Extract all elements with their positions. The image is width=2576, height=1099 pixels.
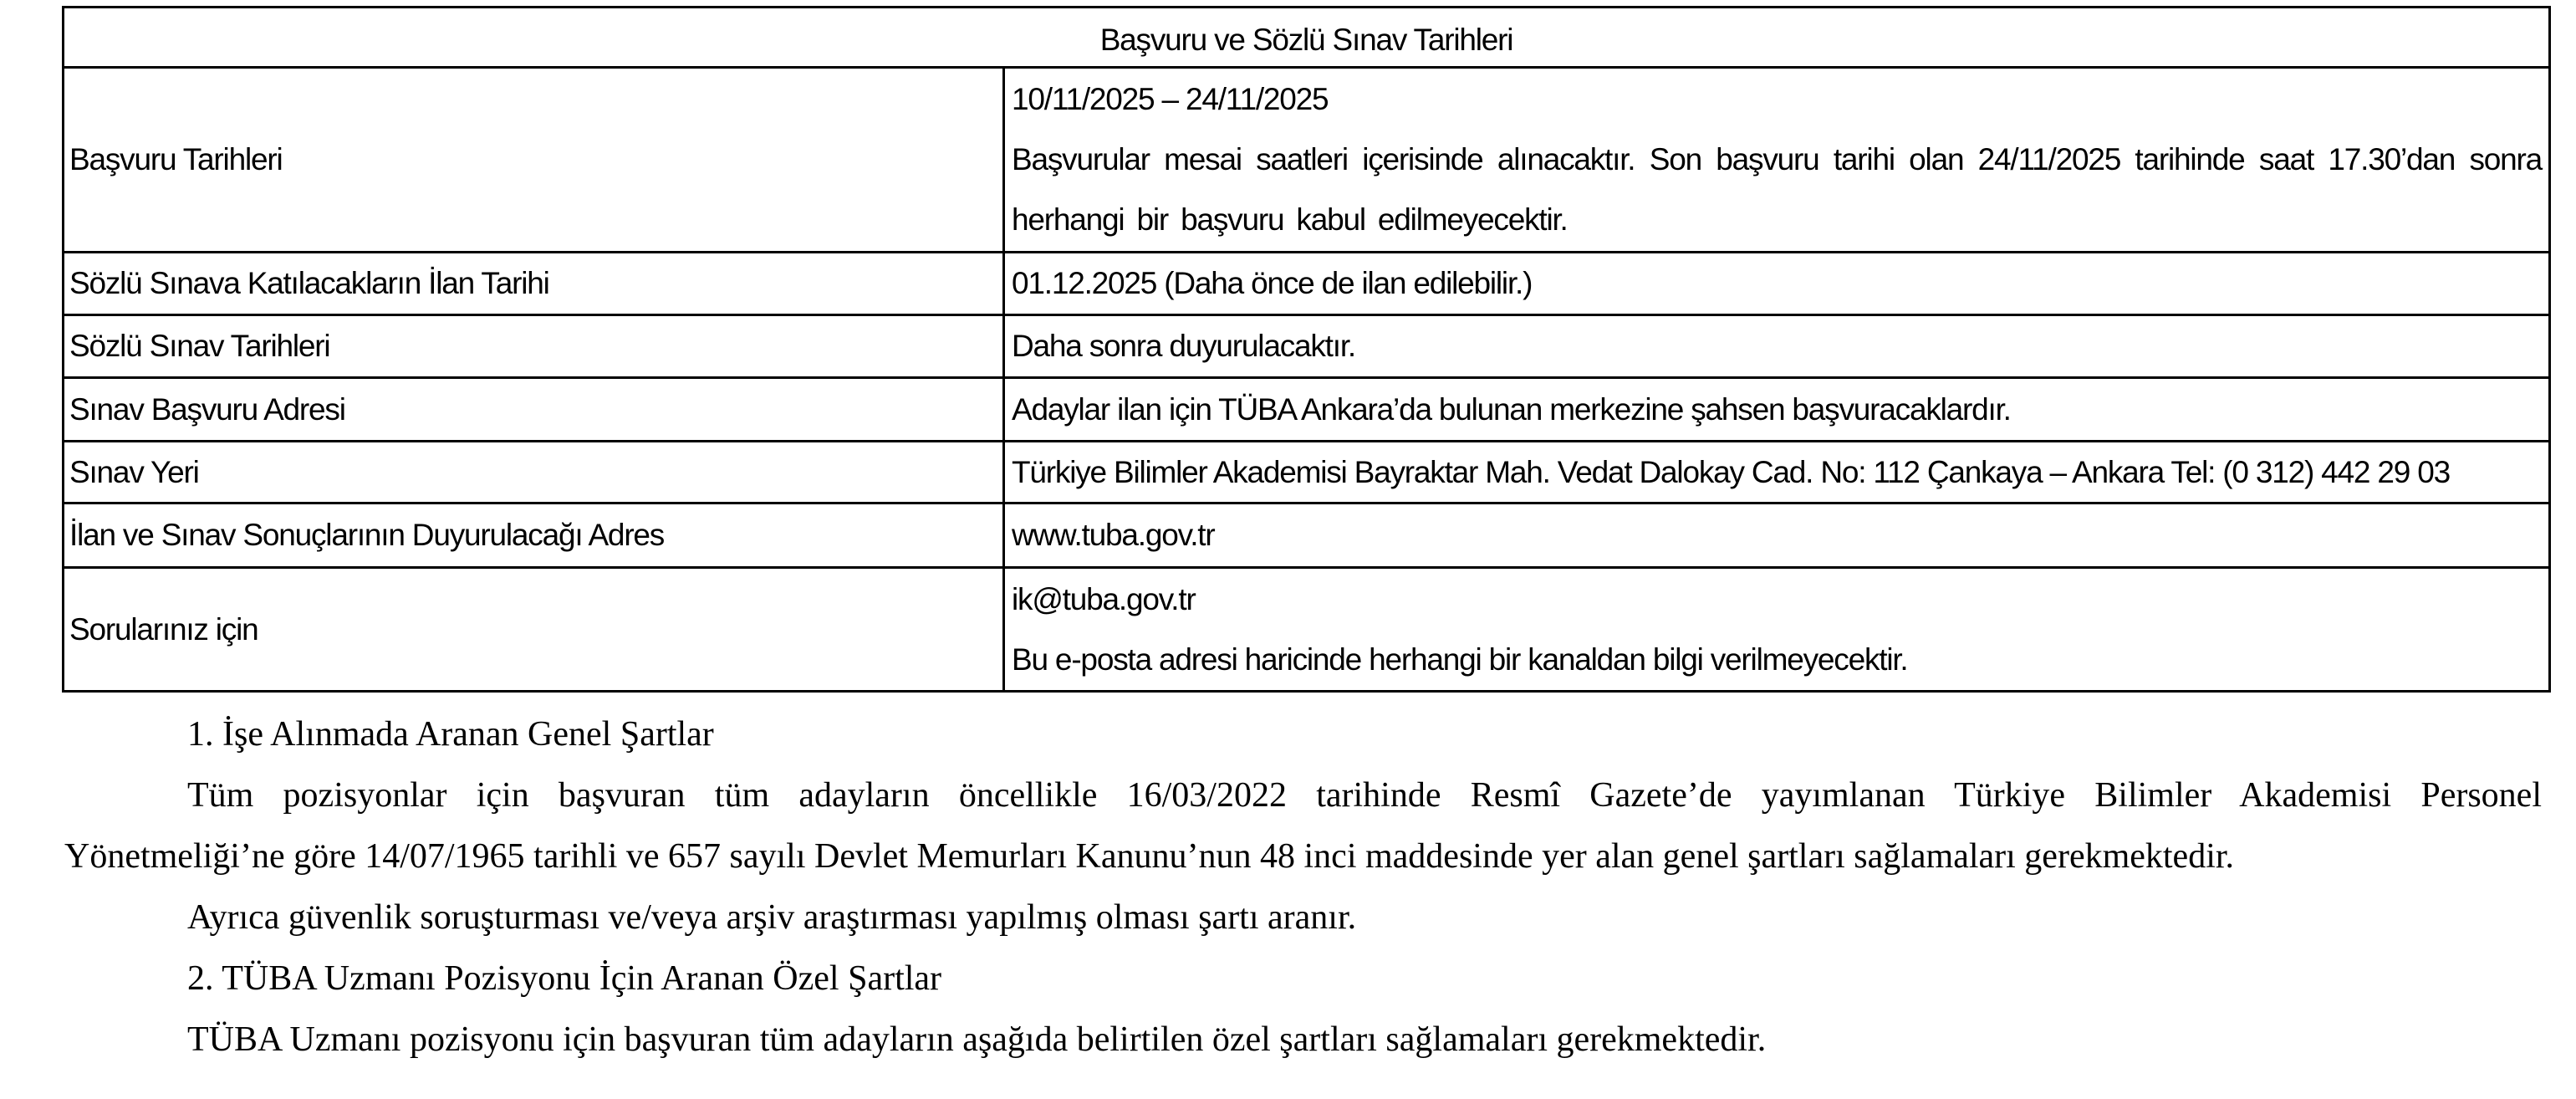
row-value: [1005, 569, 2548, 690]
table-row: [64, 442, 2548, 504]
paragraph-general-line-1: Tüm pozisyonlar için başvuran tüm adayların öncellikle 16/03/2022 tarihinde Resmî Gazete’de yayımlanan Türkiye Bilimler Akademisi Personel: [187, 776, 2542, 815]
application-note-line-1: Başvurular mesai saatleri içerisinde alınacaktır. Son başvuru tarihi olan 24/11/2025 tarihinde saat 17.30’dan sonra: [1012, 142, 2542, 176]
paragraph-specific-intro: TÜBA Uzmanı pozisyonu için başvuran tüm adayların aşağıda belirtilen özel şartları sağlamaları gerekmektedir.: [187, 1020, 1767, 1059]
contact-note: Bu e-posta adresi haricinde herhangi bir kanaldan bilgi verilmeyecektir.: [1012, 642, 1908, 677]
table-row: [64, 569, 2548, 690]
row-label: Sorularınız için: [64, 569, 1005, 690]
section-heading-specific-requirements: 2. TÜBA Uzmanı Pozisyonu İçin Aranan Özel Şartlar: [187, 959, 942, 998]
row-value: [1005, 504, 2548, 566]
row-value: [1005, 442, 2548, 502]
row-label: Sözlü Sınava Katılacakların İlan Tarihi: [64, 253, 1005, 314]
paragraph-security-check: Ayrıca güvenlik soruşturması ve/veya arşiv araştırması yapılmış olması şartı aranır.: [187, 898, 1357, 937]
row-label: Sınav Başvuru Adresi: [64, 379, 1005, 440]
document-body: [64, 704, 2542, 1071]
row-label: Sınav Yeri: [64, 442, 1005, 502]
row-value: [1005, 253, 2548, 314]
application-dates-table: [62, 6, 2551, 693]
contact-email-link[interactable]: ik@tuba.gov.tr: [1012, 581, 1196, 616]
application-date-range: 10/11/2025 – 24/11/2025: [1012, 82, 1329, 116]
section-heading-general-requirements: 1. İşe Alınmada Aranan Genel Şartlar: [187, 715, 714, 754]
table-row: [64, 69, 2548, 253]
application-address: Adaylar ilan için TÜBA Ankara’da bulunan merkezine şahsen başvuracaklardır.: [1012, 391, 2011, 427]
row-value: [1005, 316, 2548, 376]
oral-exam-announcement-date: 01.12.2025 (Daha önce de ilan edilebilir.): [1012, 266, 1533, 300]
table-row: [64, 316, 2548, 379]
table-title-text: Başvuru ve Sözlü Sınav Tarihleri: [1099, 22, 1513, 57]
row-label: Başvuru Tarihleri: [64, 69, 1005, 251]
table-row: [64, 253, 2548, 316]
table-row: [64, 504, 2548, 569]
paragraph-general-line-2: Yönetmeliği’ne göre 14/07/1965 tarihli ve 657 sayılı Devlet Memurları Kanunu’nun 48 inci maddesinde yer alan genel şartları sağlamaları gerekmektedir.: [64, 837, 2235, 876]
row-value: [1005, 379, 2548, 440]
website-link[interactable]: www.tuba.gov.tr: [1012, 518, 1215, 552]
row-label: İlan ve Sınav Sonuçlarının Duyurulacağı Adres: [64, 504, 1005, 566]
row-value: [1005, 69, 2548, 251]
application-note-line-2: herhangi bir başvuru kabul edilmeyecektir.: [1012, 202, 1568, 237]
row-label: Sözlü Sınav Tarihleri: [64, 316, 1005, 376]
oral-exam-dates: Daha sonra duyurulacaktır.: [1012, 329, 1355, 363]
exam-location: Türkiye Bilimler Akademisi Bayraktar Mah. Vedat Dalokay Cad. No: 112 Çankaya – Ankara Tel: (0 312) 442 29 03: [1012, 454, 2450, 489]
table-title: [64, 8, 2548, 69]
table-row: [64, 379, 2548, 442]
